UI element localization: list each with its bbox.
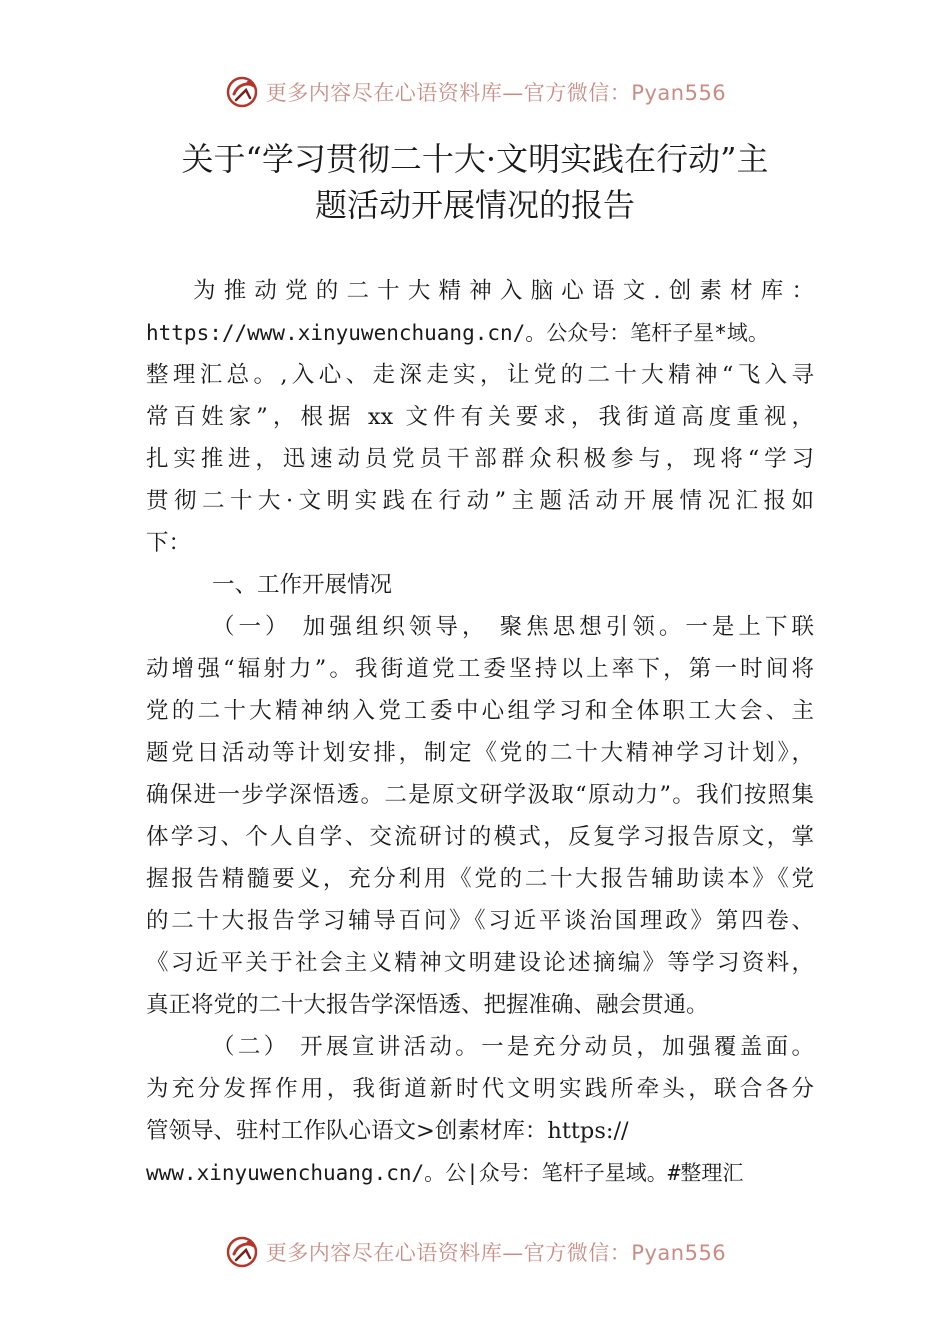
paragraph-line: 握报告精髓要义，充分利用《党的二十大报告辅助读本》《党: [146, 866, 814, 892]
paragraph-line: www.xinyuwenchuang.cn/。公|众号：笔杆子星域。#整理汇: [146, 1161, 744, 1185]
section-heading: 一、工作开展情况: [212, 572, 393, 598]
paragraph-line: 扎实推进，迅速动员党员干部群众积极参与，现将“学习: [146, 446, 814, 472]
xinyu-logo-icon: [224, 1234, 260, 1270]
document-title: [120, 136, 830, 228]
paragraph-line: 党的二十大精神纳入党工委中心组学习和全体职工大会、主: [146, 698, 814, 724]
paragraph-line: 常百姓家”，根据 xx 文件有关要求，我街道高度重视，: [146, 404, 814, 430]
document-body: [146, 270, 814, 1194]
paragraph-line: 下：: [146, 530, 192, 556]
paragraph-line: 为充分发挥作用，我街道新时代文明实践所牵头，联合各分: [146, 1076, 814, 1102]
paragraph-line: https://www.xinyuwenchuang.cn/。公众号：笔杆子星*域。: [146, 321, 769, 345]
xinyu-logo-icon: [224, 74, 260, 110]
paragraph-line: 真正将党的二十大报告学深悟透、把握准确、融会贯通。: [146, 992, 709, 1018]
paragraph-line: 体学习、个人自学、交流研讨的模式，反复学习报告原文，掌: [146, 824, 814, 850]
title-line: 关于“学习贯彻二十大·文明实践在行动”主: [181, 140, 769, 178]
paragraph-line: 为推动党的二十大精神入脑心语文.创素材库：: [193, 278, 814, 304]
subsection-heading: （二） 开展宣讲活动。一是充分动员，加强覆盖面。: [212, 1034, 814, 1060]
paragraph-line: 整理汇总。,入心、走深走实，让党的二十大精神“飞入寻: [146, 362, 814, 388]
watermark-header: [0, 72, 950, 112]
subsection-heading: （一） 加强组织领导， 聚焦思想引领。一是上下联: [212, 614, 814, 640]
watermark-footer: [0, 1232, 950, 1272]
paragraph-line: 贯彻二十大·文明实践在行动”主题活动开展情况汇报如: [146, 488, 814, 514]
paragraph-line: 题党日活动等计划安排，制定《党的二十大精神学习计划》，: [146, 740, 814, 766]
paragraph-line: 确保进一步学深悟透。二是原文研学汲取“原动力”。我们按照集: [146, 782, 814, 808]
paragraph-line: 动增强“辐射力”。我街道党工委坚持以上率下，第一时间将: [146, 656, 814, 682]
paragraph-line: 的二十大报告学习辅导百问》《习近平谈治国理政》第四卷、: [146, 908, 814, 934]
paragraph-line: 管领导、驻村工作队心语文>创素材库：https://: [146, 1118, 629, 1144]
watermark-text: 更多内容尽在心语资料库—官方微信：Pyan556: [265, 81, 727, 105]
title-line: 题活动开展情况的报告: [314, 186, 635, 224]
paragraph-line: 《习近平关于社会主义精神文明建设论述摘编》等学习资料，: [146, 950, 814, 976]
watermark-text: 更多内容尽在心语资料库—官方微信：Pyan556: [265, 1241, 727, 1265]
